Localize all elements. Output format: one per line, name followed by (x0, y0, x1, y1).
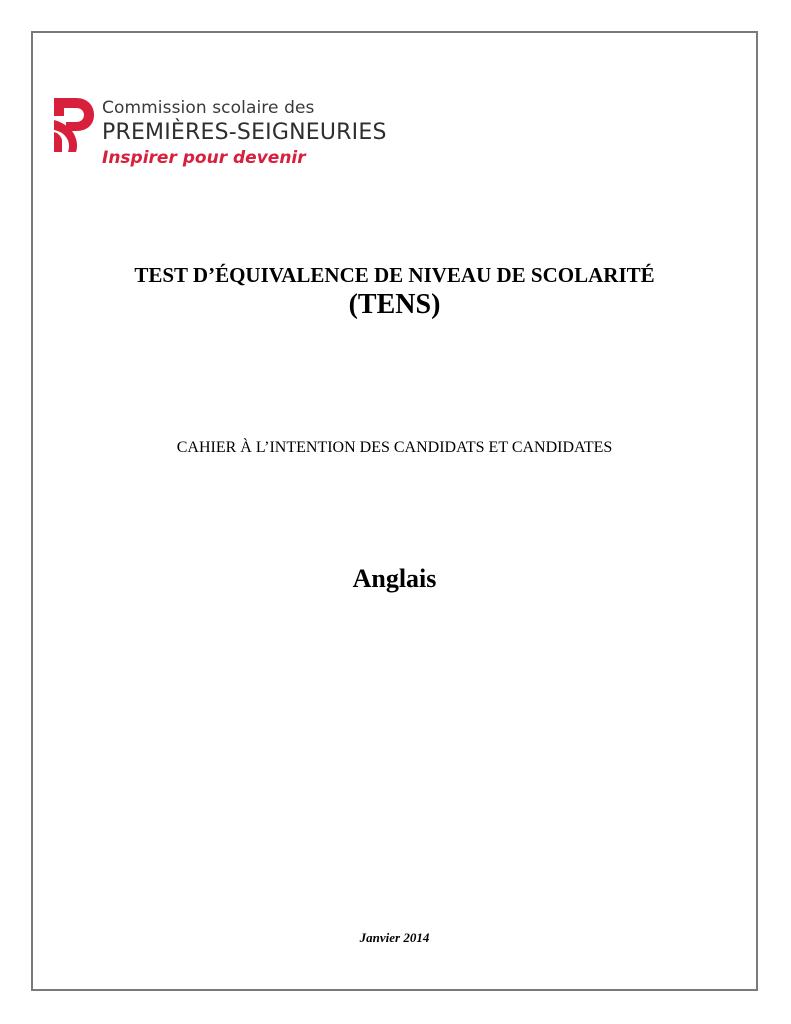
document-abbreviation: (TENS) (348, 289, 441, 320)
logo-line-commission: Commission scolaire des (102, 98, 315, 118)
document-title: TEST D’ÉQUIVALENCE DE NIVEAU DE SCOLARITÉ (134, 263, 655, 287)
p-logo-mark-icon (52, 96, 96, 154)
logo-tagline: Inspirer pour devenir (102, 148, 306, 168)
title-block (33, 262, 756, 322)
document-date: Janvier 2014 (359, 930, 430, 945)
document-subtitle: CAHIER À L’INTENTION DES CANDIDATS ET CANDIDATES (176, 439, 613, 456)
document-subject: Anglais (352, 564, 437, 593)
logo-line-name: PREMIÈRES-SEIGNEURIES (102, 120, 387, 145)
school-board-logo (52, 96, 442, 176)
